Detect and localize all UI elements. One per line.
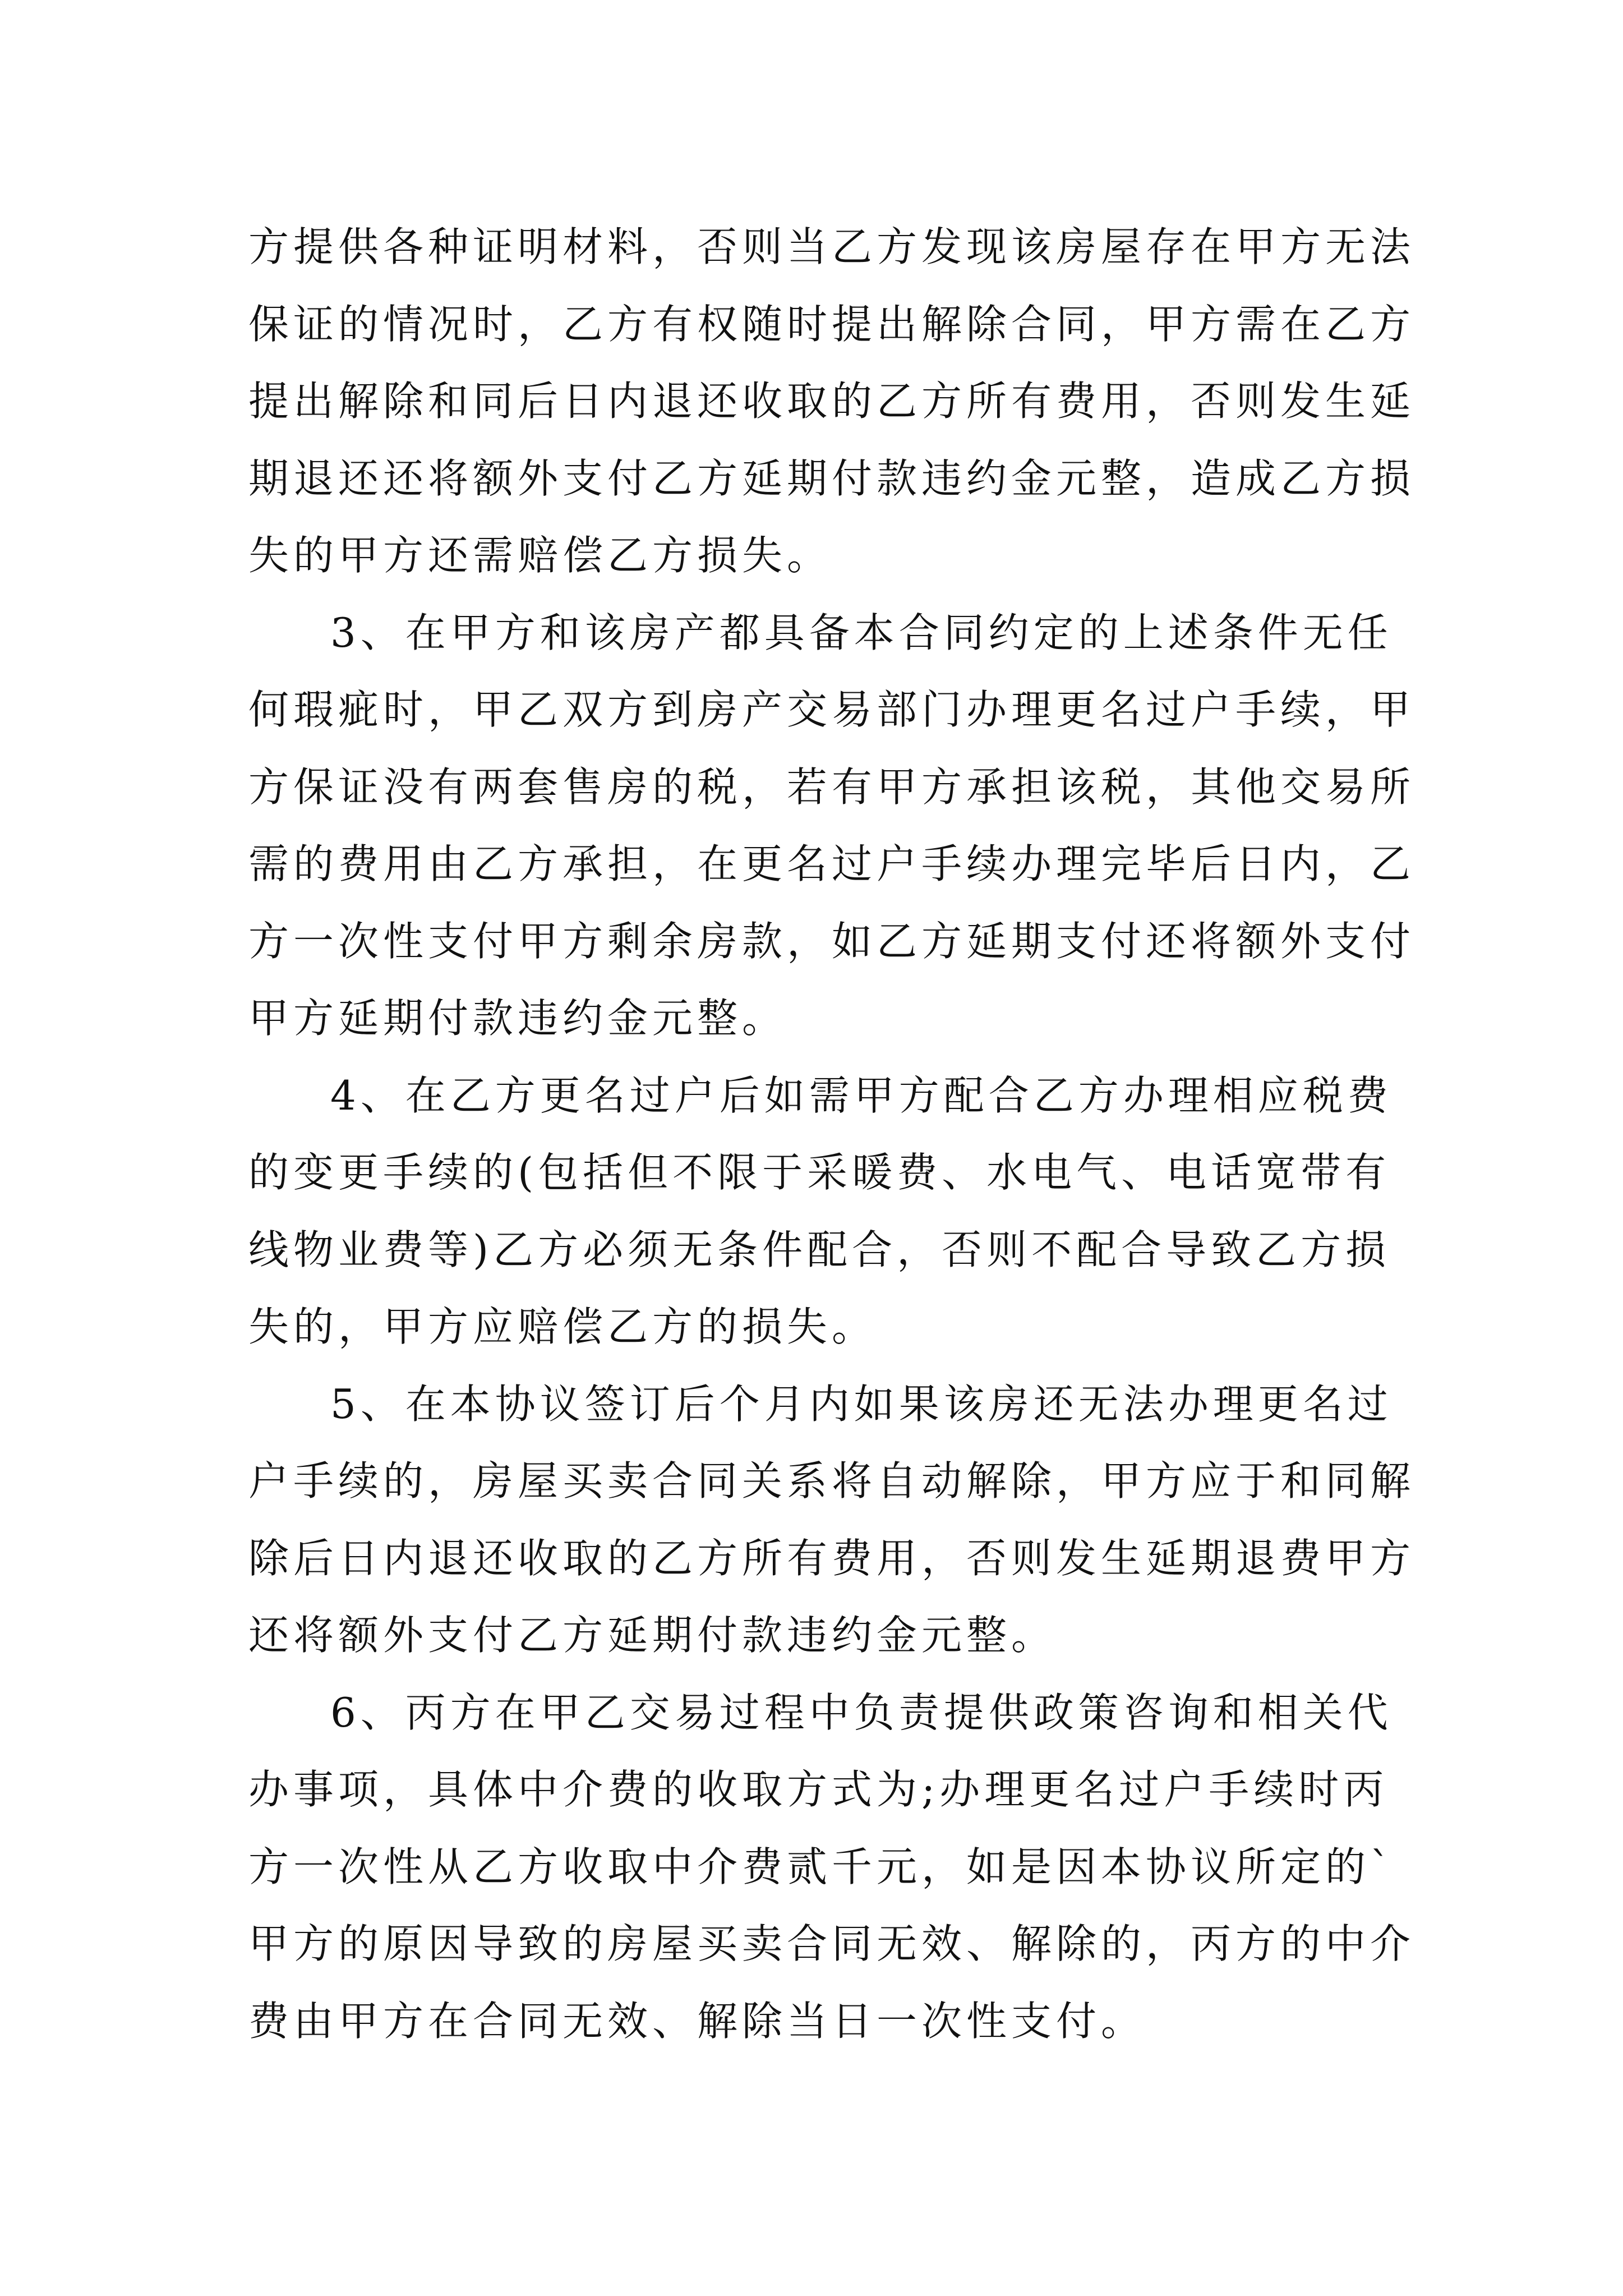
text-line: 的变更手续的(包括但不限于采暖费、水电气、电话宽带有 <box>248 1149 1391 1196</box>
clause-3-start: 3、在甲方和该房产都具备本合同约定的上述条件无任 <box>330 609 1393 656</box>
clause-4-start: 4、在乙方更名过户后如需甲方配合乙方办理相应税费 <box>330 1071 1393 1119</box>
document-body <box>248 209 1415 2060</box>
text-line: 还将额外支付乙方延期付款违约金元整。 <box>248 1612 1057 1659</box>
clause-5-start: 5、在本协议签订后个月内如果该房还无法办理更名过 <box>330 1380 1393 1428</box>
text-line: 提出解除和同后日内退还收取的乙方所有费用，否则发生延 <box>248 378 1415 425</box>
text-line: 失的，甲方应赔偿乙方的损失。 <box>248 1303 877 1350</box>
text-line: 期退还还将额外支付乙方延期付款违约金元整，造成乙方损 <box>248 454 1415 502</box>
text-line: 方一次性从乙方收取中介费贰千元，如是因本协议所定的` <box>248 1843 1395 1890</box>
text-line: 甲方延期付款违约金元整。 <box>248 995 787 1042</box>
text-line: 需的费用由乙方承担，在更名过户手续办理完毕后日内，乙 <box>248 840 1415 887</box>
text-line: 保证的情况时，乙方有权随时提出解除合同，甲方需在乙方 <box>248 300 1415 348</box>
text-line: 方提供各种证明材料，否则当乙方发现该房屋存在甲方无法 <box>248 223 1415 270</box>
text-line: 线物业费等)乙方必须无条件配合，否则不配合导致乙方损 <box>248 1226 1391 1273</box>
text-line: 除后日内退还收取的乙方所有费用，否则发生延期退费甲方 <box>248 1534 1415 1582</box>
text-line: 何瑕疵时，甲乙双方到房产交易部门办理更名过户手续，甲 <box>248 686 1415 733</box>
text-line: 户手续的，房屋买卖合同关系将自动解除，甲方应于和同解 <box>248 1457 1415 1504</box>
text-line: 办事项，具体中介费的收取方式为;办理更名过户手续时丙 <box>248 1766 1389 1813</box>
text-line: 甲方的原因导致的房屋买卖合同无效、解除的，丙方的中介 <box>248 1920 1415 1967</box>
text-line: 方一次性支付甲方剩余房款，如乙方延期支付还将额外支付 <box>248 917 1415 965</box>
text-line: 失的甲方还需赔偿乙方损失。 <box>248 532 832 579</box>
clause-6-start: 6、丙方在甲乙交易过程中负责提供政策咨询和相关代 <box>330 1688 1393 1736</box>
text-line: 费由甲方在合同无效、解除当日一次性支付。 <box>248 1997 1146 2045</box>
text-line: 方保证没有两套售房的税，若有甲方承担该税，其他交易所 <box>248 763 1415 811</box>
